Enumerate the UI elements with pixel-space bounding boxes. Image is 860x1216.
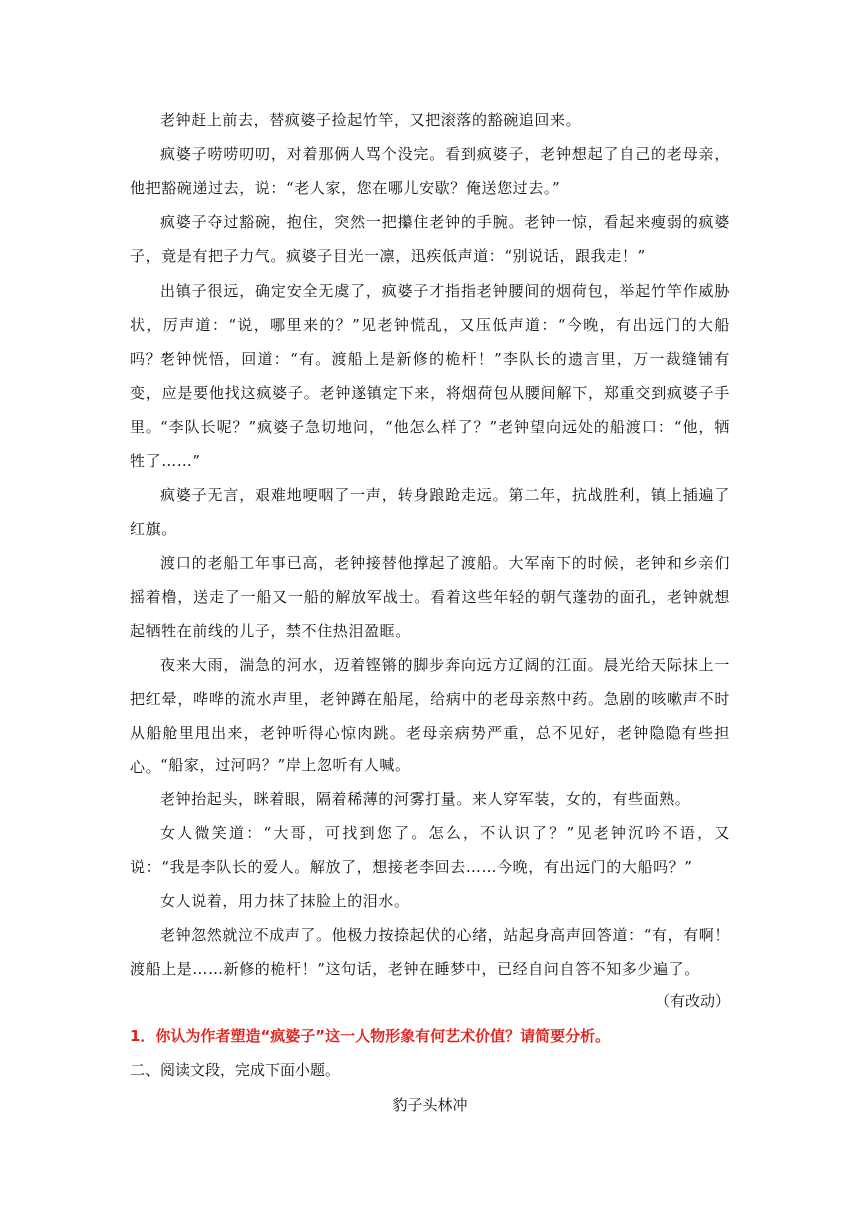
paragraph-6: “李队长呢？”疯婆子急切地问，“他怎么样了？”老钟望向远处的船渡口：“他，牺牲了……”: [130, 418, 730, 470]
question-1: 1．你认为作者塑造“疯婆子”这一人物形象有何艺术价值？请简要分析。: [130, 1027, 611, 1045]
section-heading: 二、阅读文段，完成下面小题。: [130, 1061, 341, 1079]
paragraph-4: 出镇子很远，确定安全无虞了，疯婆子才指指老钟腰间的烟荷包，举起竹竿作威胁状，厉声道：“说，哪里来的？”见老钟慌乱，又压低声道：“今晚，有出远门的大船吗？”: [130, 282, 730, 368]
paragraph-10: “船家，过河吗？”岸上忽听有人喊。: [160, 756, 411, 774]
paragraph-9: 夜来大雨，湍急的河水，迈着铿锵的脚步奔向远方辽阔的江面。晨光给天际抹上一把红晕，哗哗的流水声里，老钟蹲在船尾，给病中的老母亲熬中药。急剧的咳嗽声不时从船舱里甩出来，老钟听得心惊肉跳。老母亲病势严重，总不见好，老钟隐隐有些担心。: [130, 656, 730, 776]
paragraph-2: 疯婆子唠唠叨叨，对着那俩人骂个没完。看到疯婆子，老钟想起了自己的老母亲，他把豁碗递过去，说：“老人家，您在哪儿安歇？俺送您过去。”: [130, 145, 730, 197]
paragraph-14: 老钟忽然就泣不成声了。他极力按捺起伏的心绪，站起身高声回答道：“有，有啊！渡船上是……新修的桅杆！”这句话，老钟在睡梦中，已经自问自答不知多少遍了。: [130, 926, 730, 978]
paragraph-8: 渡口的老船工年事已高，老钟接替他撑起了渡船。大军南下的时候，老钟和乡亲们摇着橹，送走了一船又一船的解放军战士。看着这些年轻的朝气蓬勃的面孔，老钟就想起牺牲在前线的儿子，禁不住热泪盈眶。: [130, 554, 730, 640]
paragraph-13: 女人说着，用力抹了抹脸上的泪水。: [160, 892, 410, 910]
paragraph-1: 老钟赶上前去，替疯婆子捡起竹竿，又把滚落的豁碗追回来。: [160, 111, 582, 129]
next-passage-title: 豹子头林冲: [392, 1096, 468, 1114]
paragraph-3: 疯婆子夺过豁碗，抱住，突然一把攥住老钟的手腕。老钟一惊，看起来瘦弱的疯婆子，竟是有把子力气。疯婆子目光一凛，迅疾低声道：“别说话，跟我走！”: [130, 213, 730, 265]
paragraph-11: 老钟抬起头，眯着眼，隔着稀薄的河雾打量。来人穿军装，女的，有些面熟。: [160, 790, 691, 808]
paragraph-7: 疯婆子无言，艰难地哽咽了一声，转身踉跄走远。第二年，抗战胜利，镇上插遍了红旗。: [130, 486, 730, 538]
paragraph-12: 女人微笑道：“大哥，可找到您了。怎么，不认识了？”见老钟沉吟不语，又说：“我是李队长的爱人。解放了，想接老李回去……今晚，有出远门的大船吗？”: [130, 824, 730, 876]
source-note: （有改动）: [654, 992, 730, 1010]
paragraph-5: 老钟恍悟，回道：“有。渡船上是新修的桅杆！”李队长的遗言里，万一裁缝铺有变，应是要他找这疯婆子。老钟遂镇定下来，将烟荷包从腰间解下，郑重交到疯婆子手里。: [130, 350, 730, 436]
